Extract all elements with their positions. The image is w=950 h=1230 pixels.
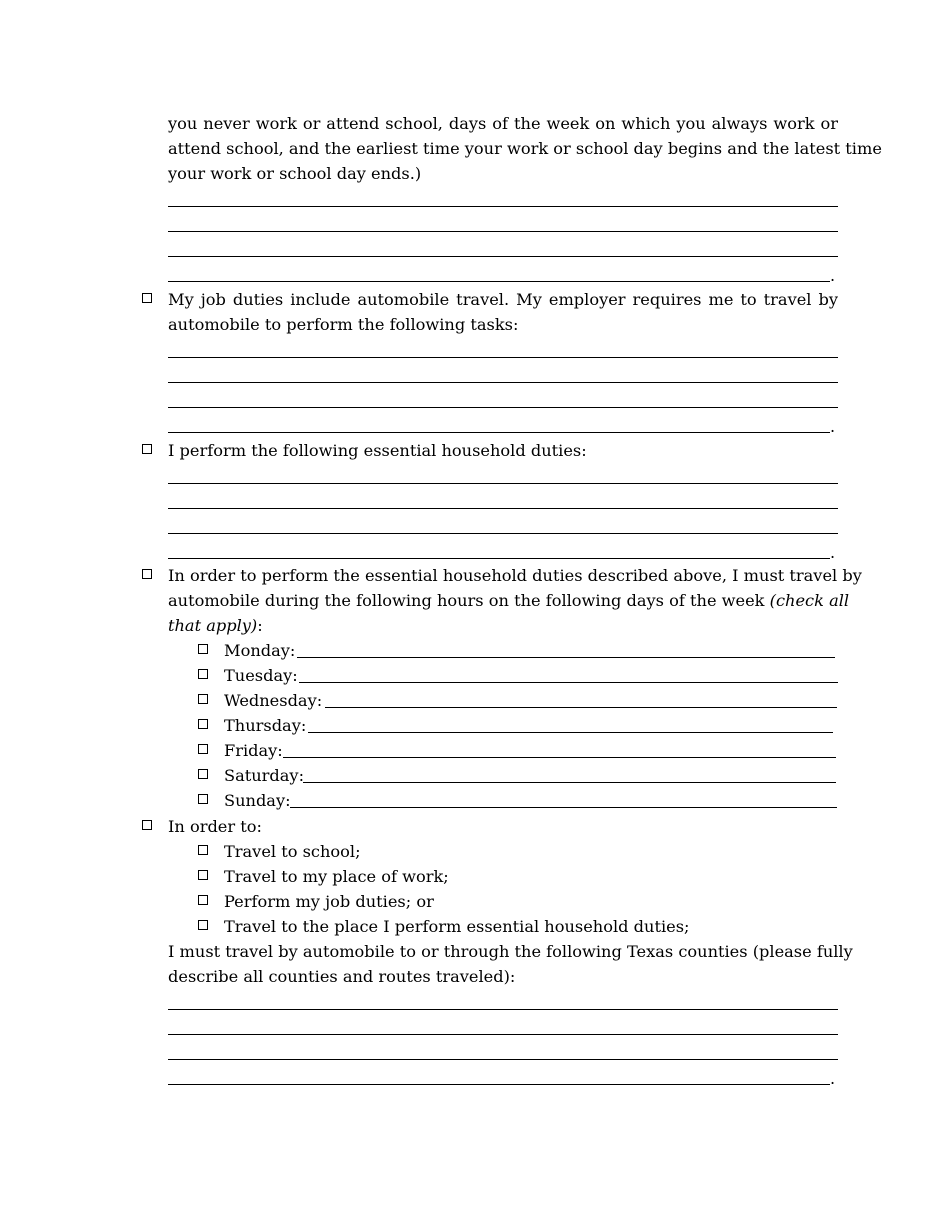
option-label-household: Travel to the place I perform essential household duties; xyxy=(224,917,690,936)
answer-line[interactable] xyxy=(168,231,838,232)
day-label-monday: Monday: xyxy=(224,641,296,660)
day-hours-line-monday[interactable] xyxy=(297,657,835,658)
day-label-tuesday: Tuesday: xyxy=(224,666,298,685)
counties-text-line-1: I must travel by automobile to or through the following Texas counties (please fully xyxy=(168,942,853,961)
day-hours-line-sunday[interactable] xyxy=(290,807,837,808)
day-checkbox-tuesday[interactable] xyxy=(198,669,208,679)
answer-line[interactable] xyxy=(168,281,830,282)
day-checkbox-friday[interactable] xyxy=(198,744,208,754)
answer-line[interactable] xyxy=(168,1059,838,1060)
answer-line[interactable] xyxy=(168,1084,830,1085)
day-label-wednesday: Wednesday: xyxy=(224,691,323,710)
answer-line[interactable] xyxy=(168,432,830,433)
option-checkbox-job-duties[interactable] xyxy=(198,895,208,905)
line-end-period: . xyxy=(830,543,836,562)
line-end-period: . xyxy=(830,1069,836,1088)
hours-checkbox[interactable] xyxy=(142,569,152,579)
day-label-saturday: Saturday: xyxy=(224,766,305,785)
day-hours-line-saturday[interactable] xyxy=(303,782,836,783)
option-checkbox-work[interactable] xyxy=(198,870,208,880)
option-label-work: Travel to my place of work; xyxy=(224,867,449,886)
that-apply-italic: that apply) xyxy=(168,616,258,635)
day-checkbox-monday[interactable] xyxy=(198,644,208,654)
day-checkbox-saturday[interactable] xyxy=(198,769,208,779)
line-end-period: . xyxy=(830,266,836,285)
answer-line[interactable] xyxy=(168,533,838,534)
day-checkbox-sunday[interactable] xyxy=(198,794,208,804)
answer-line[interactable] xyxy=(168,1034,838,1035)
household-duties-checkbox[interactable] xyxy=(142,444,152,454)
day-label-sunday: Sunday: xyxy=(224,791,291,810)
job-duties-checkbox[interactable] xyxy=(142,293,152,303)
option-checkbox-school[interactable] xyxy=(198,845,208,855)
line-end-period: . xyxy=(830,417,836,436)
job-duties-text-line-1: My job duties include automobile travel. My employer requires me to travel by xyxy=(168,290,838,309)
answer-line[interactable] xyxy=(168,558,830,559)
answer-line[interactable] xyxy=(168,357,838,358)
day-hours-line-tuesday[interactable] xyxy=(299,682,838,683)
counties-text-line-2: describe all counties and routes traveled): xyxy=(168,967,516,986)
day-checkbox-thursday[interactable] xyxy=(198,719,208,729)
day-hours-line-friday[interactable] xyxy=(283,757,836,758)
household-duties-text: I perform the following essential household duties: xyxy=(168,441,587,460)
hours-text-line-2 xyxy=(168,588,850,613)
day-checkbox-wednesday[interactable] xyxy=(198,694,208,704)
hours-text-line-1: In order to perform the essential household duties described above, I must travel by xyxy=(168,566,862,585)
answer-line[interactable] xyxy=(168,256,838,257)
in-order-to-label: In order to: xyxy=(168,817,262,836)
day-hours-line-thursday[interactable] xyxy=(308,732,833,733)
intro-text-line-3: your work or school day ends.) xyxy=(168,164,422,183)
answer-line[interactable] xyxy=(168,206,838,207)
option-label-school: Travel to school; xyxy=(224,842,361,861)
hours-text-line-2-prefix: automobile during the following hours on the following days of the week xyxy=(168,591,765,610)
check-all-italic: (check all xyxy=(769,591,850,610)
answer-line[interactable] xyxy=(168,508,838,509)
option-checkbox-household[interactable] xyxy=(198,920,208,930)
day-hours-line-wednesday[interactable] xyxy=(325,707,837,708)
answer-line[interactable] xyxy=(168,382,838,383)
intro-text-line-1: you never work or attend school, days of the week on which you always work or xyxy=(168,114,838,133)
day-label-thursday: Thursday: xyxy=(224,716,307,735)
option-label-job-duties: Perform my job duties; or xyxy=(224,892,434,911)
answer-line[interactable] xyxy=(168,407,838,408)
day-label-friday: Friday: xyxy=(224,741,283,760)
hours-text-line-3: that apply): xyxy=(168,616,263,635)
in-order-to-checkbox[interactable] xyxy=(142,820,152,830)
answer-line[interactable] xyxy=(168,1009,838,1010)
answer-line[interactable] xyxy=(168,483,838,484)
job-duties-text-line-2: automobile to perform the following tasks: xyxy=(168,315,519,334)
intro-text-line-2: attend school, and the earliest time your work or school day begins and the latest time xyxy=(168,139,882,158)
